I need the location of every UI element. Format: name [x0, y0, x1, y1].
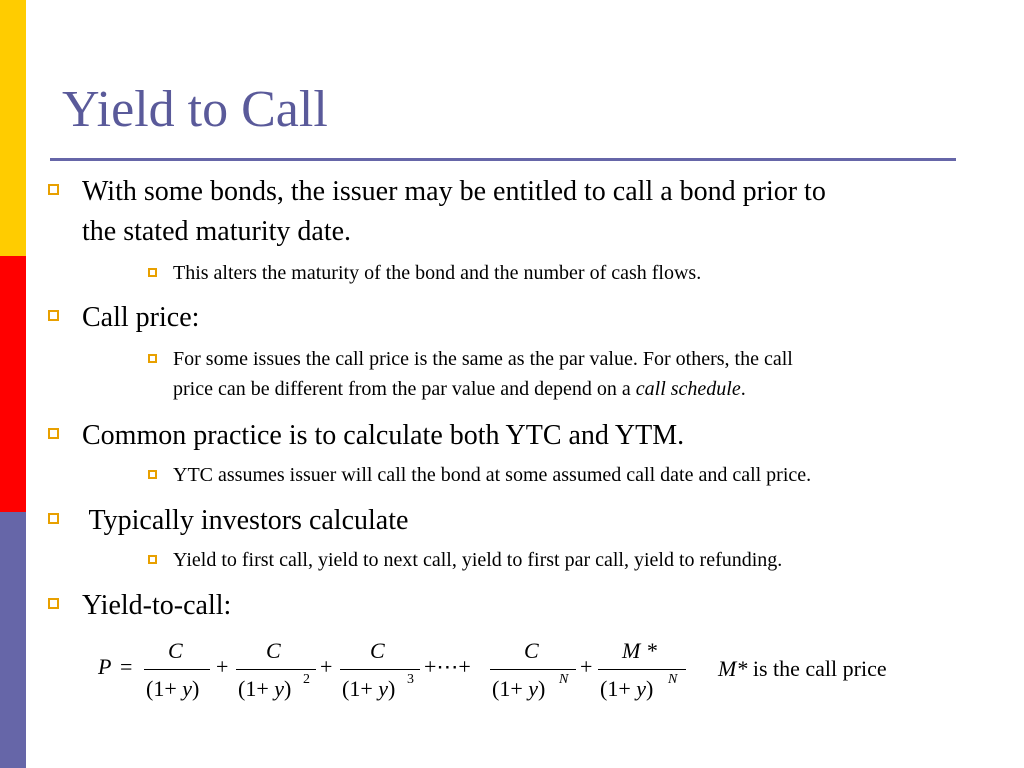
denominator-m: (1+ y) [600, 676, 654, 701]
title-underline [50, 158, 956, 161]
sub-bullet-text-line1: For some issues the call price is the same as the par value. For others, the call [173, 348, 793, 370]
bullet-text: Typically investors calculate [82, 505, 409, 536]
hollow-square-bullet-icon [148, 354, 157, 363]
numerator-3: C [370, 638, 385, 663]
plus-1: + [216, 654, 229, 679]
plus-dots-plus: +⋯+ [424, 654, 471, 679]
exponent-3: 3 [407, 672, 414, 687]
hollow-square-bullet-icon [48, 184, 59, 195]
fraction-bar-m [598, 669, 686, 670]
call-price-note: M* is the call price [718, 656, 887, 681]
denominator-1: (1+ y) [146, 676, 200, 701]
numerator-2: C [266, 638, 281, 663]
numerator-n: C [524, 638, 539, 663]
formula-lhs: P [98, 654, 112, 679]
bullet-text: Yield-to-call: [82, 590, 232, 621]
numerator-m: M * [622, 638, 657, 663]
fraction-bar-n [490, 669, 576, 670]
call-schedule-term: call schedule [635, 378, 741, 400]
sidebar-yellow-block [0, 0, 26, 256]
ytc-formula [98, 634, 738, 714]
sidebar-blue-block [0, 512, 26, 768]
fraction-bar-1 [144, 669, 210, 670]
hollow-square-bullet-icon [48, 513, 59, 524]
fraction-bar-2 [236, 669, 316, 670]
exponent-m: N [668, 672, 678, 687]
formula-equals: = [120, 654, 133, 679]
bullet-text: Call price: [82, 302, 200, 333]
bullet-text-line2: the stated maturity date. [82, 216, 352, 247]
denominator-3: (1+ y) [342, 676, 396, 701]
plus-last: + [580, 654, 593, 679]
fraction-bar-3 [340, 669, 420, 670]
hollow-square-bullet-icon [48, 428, 59, 439]
hollow-square-bullet-icon [148, 470, 157, 479]
plus-2: + [320, 654, 333, 679]
sub-bullet-text-line2: price can be different from the par value and depend on a call schedule. [173, 378, 746, 400]
sub-bullet-text: YTC assumes issuer will call the bond at some assumed call date and call price. [173, 464, 812, 486]
exponent-n: N [559, 672, 569, 687]
hollow-square-bullet-icon [148, 268, 157, 277]
sub-bullet-text: This alters the maturity of the bond and the number of cash flows. [173, 262, 702, 284]
bullet-text-line1: With some bonds, the issuer may be entitled to call a bond prior to [82, 176, 826, 207]
numerator-1: C [168, 638, 183, 663]
sidebar-red-block [0, 256, 26, 512]
slide-title: Yield to Call [62, 81, 328, 138]
sub-bullet-text: Yield to first call, yield to next call, yield to first par call, yield to refunding. [173, 549, 783, 571]
denominator-n: (1+ y) [492, 676, 546, 701]
m-star-symbol: M* [718, 656, 748, 681]
hollow-square-bullet-icon [148, 555, 157, 564]
sidebar-accent [0, 0, 26, 768]
exponent-2: 2 [303, 672, 310, 687]
hollow-square-bullet-icon [48, 598, 59, 609]
denominator-2: (1+ y) [238, 676, 292, 701]
hollow-square-bullet-icon [48, 310, 59, 321]
bullet-text: Common practice is to calculate both YTC and YTM. [82, 420, 685, 451]
